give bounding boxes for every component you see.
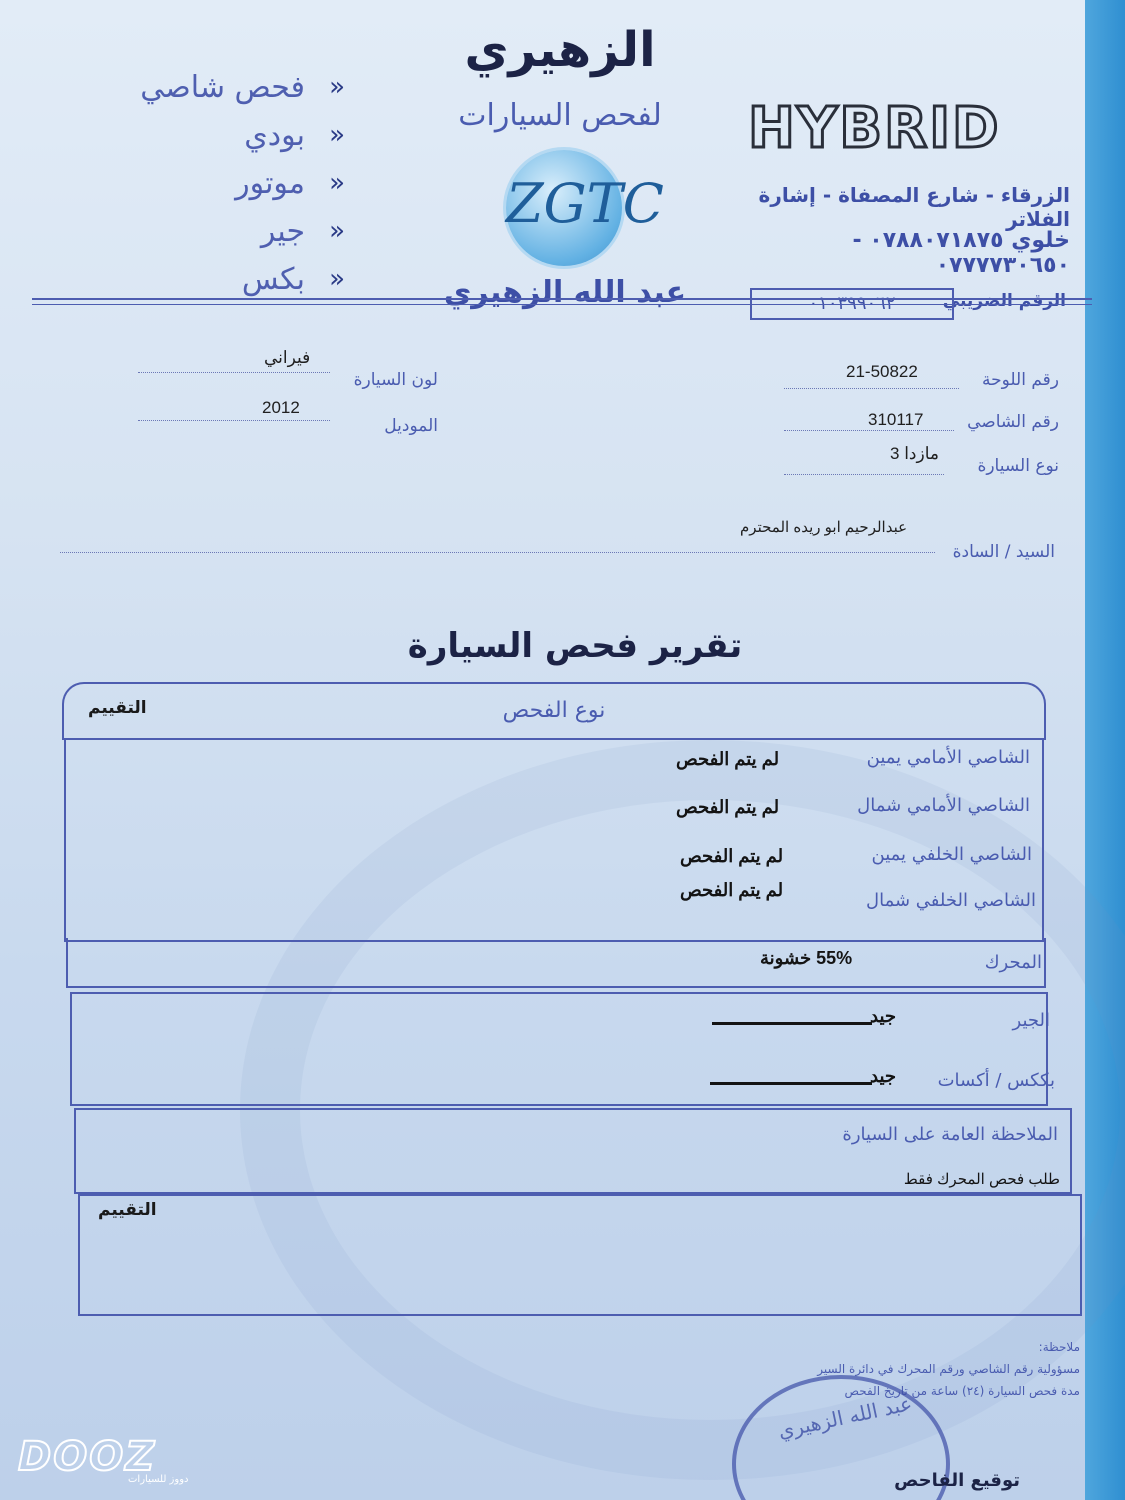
plate-value: 21-50822 (846, 362, 918, 381)
header-divider (32, 298, 1092, 300)
chassis-row-label: الشاصي الخلفي شمال (866, 890, 1036, 911)
report-title: تقرير فحص السيارة (407, 626, 743, 666)
watermark-tagline: دووز للسيارات (128, 1474, 189, 1485)
dotted-line (138, 372, 330, 373)
dotted-line (60, 552, 935, 553)
note-item: مسؤولية رقم الشاصي ورقم المحرك في دائرة السير (817, 1362, 1080, 1376)
double-chevron-icon: « (329, 264, 345, 294)
hybrid-logo-text: HYBRID (748, 96, 1001, 161)
chassis-row (640, 842, 1032, 876)
chassis-row-value: لم يتم الفحص (680, 846, 784, 866)
chassis-row-label: الشاصي الأمامي يمين (866, 747, 1030, 768)
vehicle-type-label: نوع السيارة (977, 456, 1059, 476)
double-chevron-icon: « (329, 216, 345, 246)
model-label: الموديل (384, 416, 438, 436)
dotted-line (784, 430, 954, 431)
company-logo (506, 150, 664, 266)
chassis-row-label: الشاصي الخلفي يمين (871, 844, 1032, 865)
services-list (40, 70, 345, 310)
axle-value-underline (710, 1082, 872, 1085)
gear-label: الجير (1012, 1010, 1050, 1031)
chassis-row (640, 795, 1030, 829)
service-label: موتور (235, 166, 305, 201)
chassis-row (640, 880, 1036, 920)
brand-subtitle: لفحص السيارات (458, 98, 662, 133)
inspection-table-header (62, 682, 1046, 740)
dotted-line (784, 388, 959, 389)
tax-number-label: الرقم الضريبي (942, 291, 1066, 311)
customer-label: السيد / السادة (952, 542, 1055, 562)
axle-value: جيد (870, 1066, 897, 1086)
chassis-row-value: لم يتم الفحص (676, 797, 780, 817)
axle-row (700, 1066, 1055, 1100)
chassis-row-value: لم يتم الفحص (680, 880, 784, 900)
model-value: 2012 (262, 398, 300, 417)
dotted-line (784, 474, 944, 475)
color-label: لون السيارة (353, 370, 438, 390)
chassis-row-label: الشاصي الأمامي شمال (857, 795, 1030, 816)
model-field (138, 396, 438, 436)
color-field (138, 346, 438, 390)
brand-title: الزهيري (464, 22, 656, 78)
hybrid-logo (748, 96, 1066, 161)
service-label: بودي (244, 118, 305, 153)
double-chevron-icon: « (329, 72, 345, 102)
vehicle-type-field (784, 442, 1059, 478)
address: الزرقاء - شارع المصفاة - إشارة الفلاتر (758, 183, 1070, 231)
engine-row (740, 948, 1042, 982)
column-rating: التقييم (88, 698, 147, 718)
stamp-text: عبد الله الزهيري (775, 1391, 915, 1443)
note-item: مدة فحص السيارة (٢٤) ساعة من تاريخ الفحص (844, 1384, 1080, 1398)
double-chevron-icon: « (329, 120, 345, 150)
service-item (40, 214, 345, 262)
chassis-row-value: لم يتم الفحص (676, 749, 780, 769)
chassis-field (784, 402, 1059, 438)
dooz-watermark (18, 1434, 193, 1488)
service-label: فحص شاصي (140, 70, 305, 105)
general-note-value-row (800, 1170, 1060, 1196)
owner-name: عبد الله الزهيري (443, 275, 687, 310)
notes-title: ملاحظة: (1038, 1340, 1080, 1354)
rating-label: التقييم (98, 1200, 157, 1220)
engine-label: المحرك (984, 952, 1042, 973)
color-value: فيراني (264, 348, 311, 367)
signature-label: توقيع الفاحص (894, 1470, 1020, 1491)
logo-text: ZGTC (506, 172, 664, 235)
chassis-label: رقم الشاصي (967, 412, 1059, 432)
gear-value: جيد (870, 1006, 897, 1026)
customer-value: عبدالرحيم ابو ريده المحترم (740, 519, 908, 536)
gear-row (700, 1006, 1050, 1040)
rating-section (78, 1194, 1082, 1316)
chassis-row (640, 745, 1030, 779)
service-label: جير (260, 214, 305, 249)
general-note-value: طلب فحص المحرك فقط (903, 1171, 1060, 1188)
plate-label: رقم اللوحة (982, 370, 1059, 390)
header-divider-thin (32, 304, 1092, 305)
general-note-heading-row (700, 1124, 1058, 1154)
general-note-label: الملاحظة العامة على السيارة (842, 1124, 1058, 1145)
service-label: بكس (241, 262, 305, 297)
vehicle-type-value: مازدا 3 (890, 444, 939, 463)
phone-numbers: خلوي ٠٧٨٨٠٧١٨٧٥ - ٠٧٧٧٧٣٠٦٥٠ (852, 228, 1070, 278)
dotted-line (138, 420, 330, 421)
service-item (40, 262, 345, 310)
engine-value: 55% خشونة (760, 948, 853, 968)
plate-field (784, 358, 1059, 394)
axle-label: بككس / أكسات (937, 1070, 1055, 1091)
double-chevron-icon: « (329, 168, 345, 198)
service-item (40, 118, 345, 166)
gear-value-underline (712, 1022, 872, 1025)
chassis-value: 310117 (868, 410, 924, 429)
tax-number-value: ٠١٠٣٩٩٠٦٢ (750, 288, 954, 320)
customer-field (60, 516, 1055, 562)
service-item (40, 166, 345, 214)
service-item (40, 70, 345, 118)
column-inspection-type: نوع الفحص (502, 698, 606, 723)
watermark-brand: DOOZ (18, 1434, 157, 1480)
